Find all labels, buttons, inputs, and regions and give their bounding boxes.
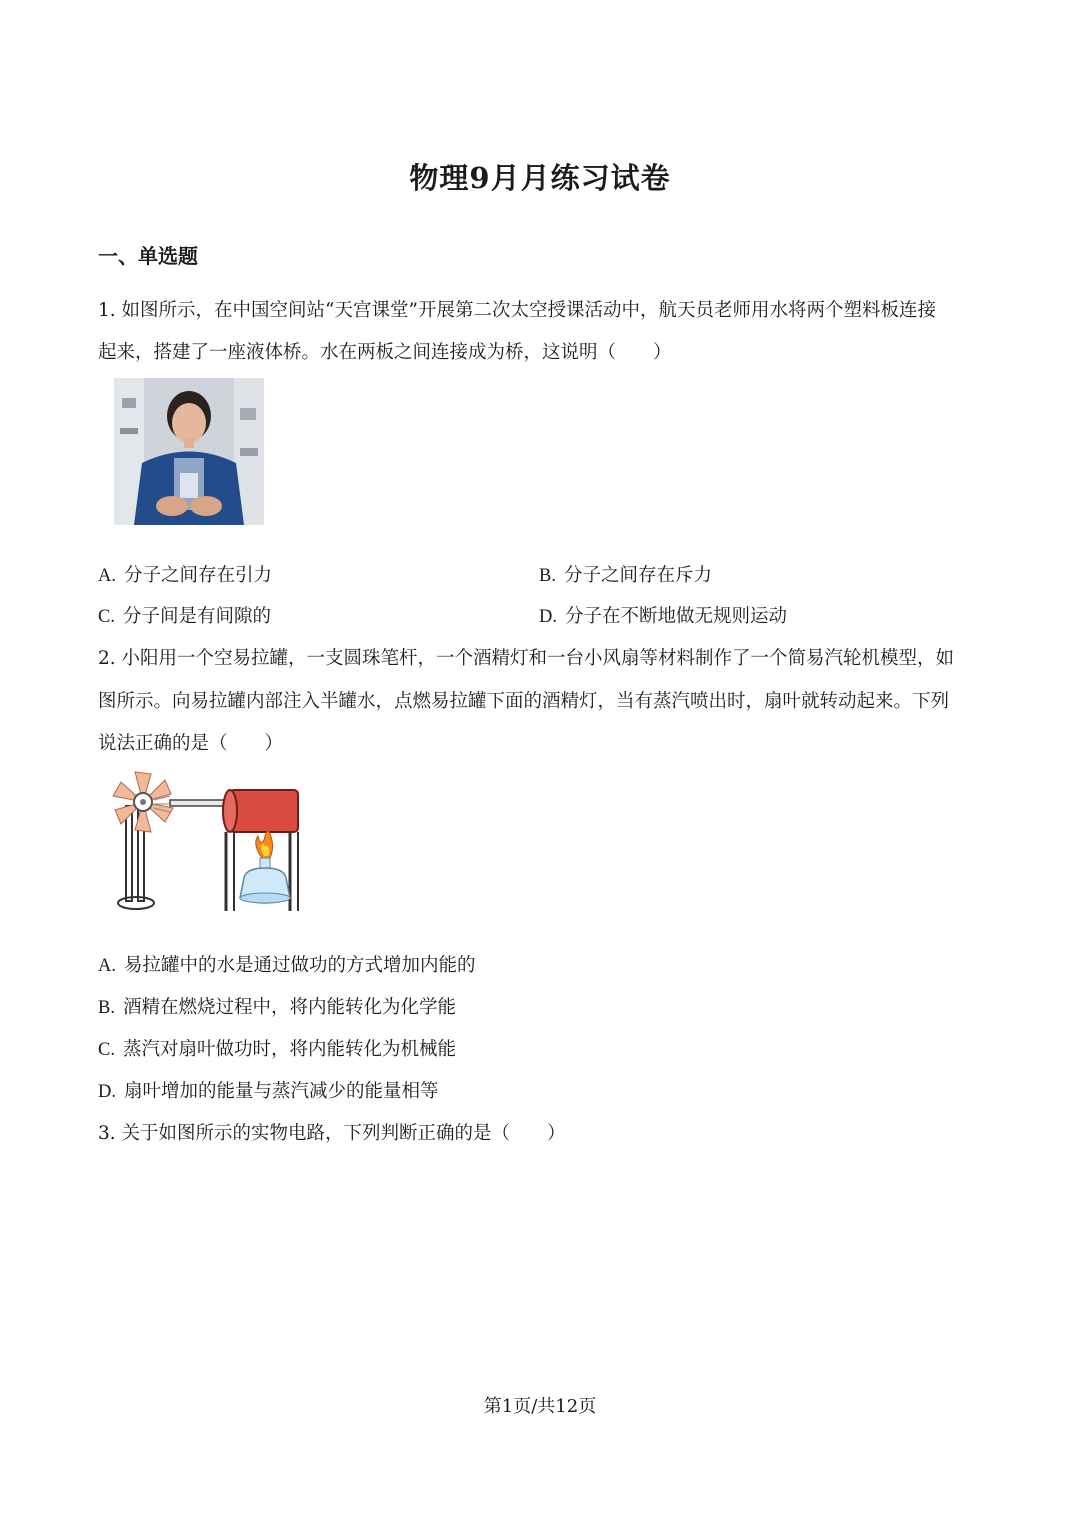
q1-option-d[interactable] [539, 605, 787, 629]
option-label: D. [98, 1082, 116, 1102]
q2-option-b[interactable] [98, 996, 456, 1020]
q1-option-c[interactable] [98, 605, 271, 629]
option-label: B. [98, 998, 115, 1018]
q2-line3: 说法正确的是（ ） [98, 733, 284, 754]
q1-option-b[interactable] [539, 564, 712, 588]
alcohol-lamp-icon [240, 858, 290, 903]
q1-line1: 1. 如图所示，在中国空间站“天宫课堂”开展第二次太空授课活动中，航天员老师用水将两个塑料板连接 [98, 300, 936, 321]
astronaut-photo-illustration [114, 378, 264, 525]
q2-line1: 2. 小阳用一个空易拉罐，一支圆珠笔杆，一个酒精灯和一台小风扇等材料制作了一个简易汽轮机模型，如 [98, 648, 955, 669]
option-text: 分子之间存在斥力 [563, 565, 712, 586]
option-text: 易拉罐中的水是通过做功的方式增加内能的 [124, 955, 476, 976]
option-label: A. [98, 566, 116, 586]
option-text: 分子间是有间隙的 [122, 606, 271, 627]
q1-photo-astronaut-liquid-bridge [114, 378, 264, 525]
q2-line2: 图所示。向易拉罐内部注入半罐水，点燃易拉罐下面的酒精灯，当有蒸汽喷出时，扇叶就转动起来。下列 [98, 691, 950, 712]
can-icon [223, 790, 298, 832]
q2-option-a[interactable] [98, 954, 476, 978]
q1-line2: 起来，搭建了一座液体桥。水在两板之间连接成为桥，这说明（ ） [98, 342, 672, 363]
option-label: A. [98, 956, 116, 976]
option-text: 酒精在燃烧过程中，将内能转化为化学能 [122, 997, 456, 1018]
option-label: C. [98, 607, 115, 627]
option-label: D. [539, 607, 557, 627]
q2-option-c[interactable] [98, 1038, 456, 1062]
section-heading: 一、单选题 [98, 244, 198, 268]
option-text: 扇叶增加的能量与蒸汽减少的能量相等 [124, 1081, 439, 1102]
option-text: 蒸汽对扇叶做功时，将内能转化为机械能 [122, 1039, 456, 1060]
q2-option-d[interactable] [98, 1080, 439, 1104]
page-title: 物理9月月练习试卷 [409, 161, 671, 195]
option-label: C. [98, 1040, 115, 1060]
fan-icon [113, 772, 173, 832]
q3-line1: 3. 关于如图所示的实物电路，下列判断正确的是（ ） [98, 1123, 566, 1144]
flame-icon [256, 830, 273, 858]
option-label: B. [539, 566, 556, 586]
page-footer: 第1页/共12页 [483, 1396, 597, 1417]
option-text: 分子之间存在引力 [124, 565, 273, 586]
option-text: 分子在不断地做无规则运动 [565, 606, 788, 627]
q1-option-a[interactable] [98, 564, 272, 588]
q2-steam-turbine-diagram [108, 766, 308, 916]
